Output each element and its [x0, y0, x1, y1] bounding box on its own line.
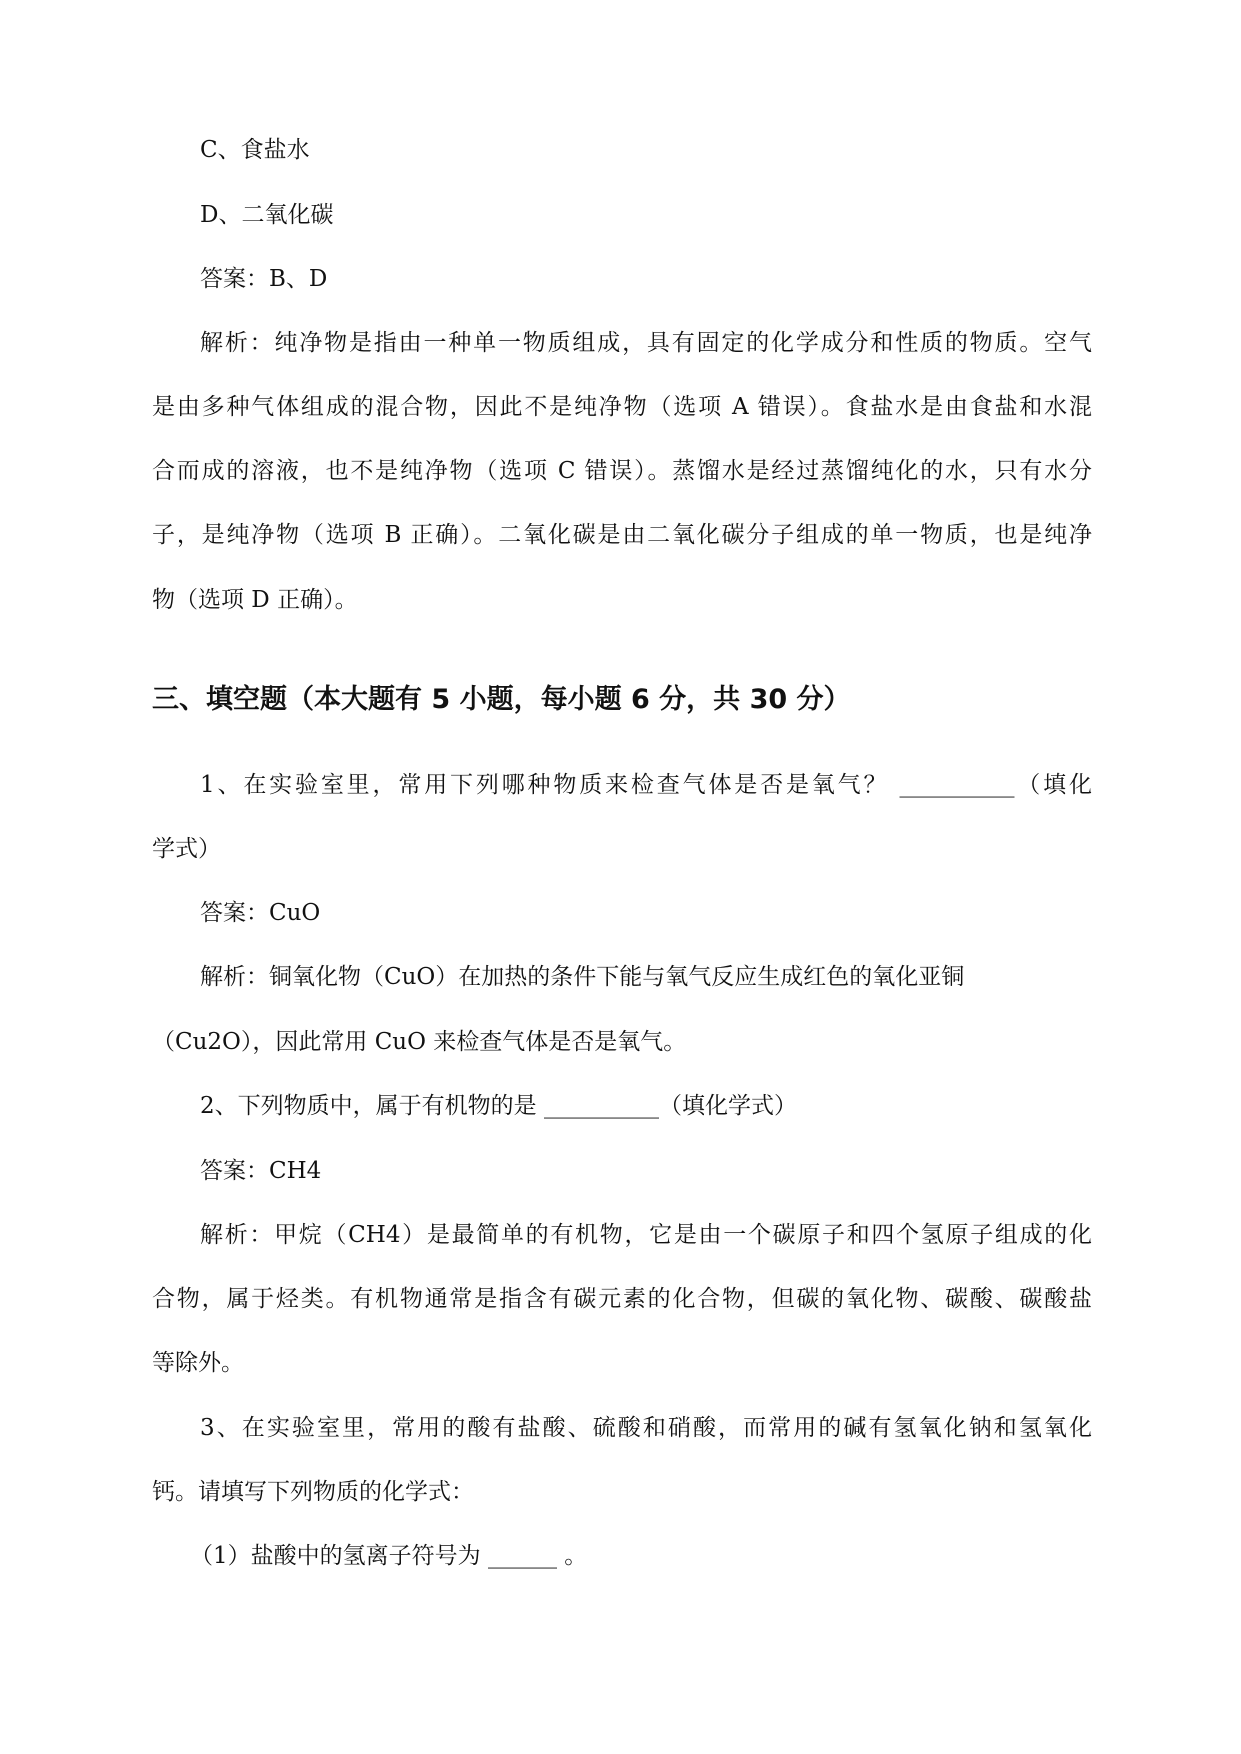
option-c: C、食盐水 — [200, 137, 310, 163]
question-2-line: 2、下列物质中，属于有机物的是 __________（填化学式） — [200, 1093, 797, 1119]
option-d: D、二氧化碳 — [200, 202, 334, 228]
analysis-line: （Cu2O），因此常用 CuO 来检查气体是否是氧气。 — [152, 1029, 687, 1055]
question-1-line: 学式） — [152, 836, 221, 862]
question-3-sub-1: （1）盐酸中的氢离子符号为 ______ 。 — [190, 1543, 588, 1569]
question-3-line: 3、在实验室里，常用的酸有盐酸、硫酸和硝酸，而常用的碱有氢氧化钠和氢氧化 — [200, 1415, 1092, 1441]
analysis-line: 子，是纯净物（选项 B 正确）。二氧化碳是由二氧化碳分子组成的单一物质，也是纯净 — [152, 522, 1092, 548]
question-1-line: 1、在实验室里，常用下列哪种物质来检查气体是否是氧气？ __________（填化 — [200, 772, 1092, 798]
analysis-line: 等除外。 — [152, 1350, 244, 1376]
analysis-line: 是由多种气体组成的混合物，因此不是纯净物（选项 A 错误）。食盐水是由食盐和水混 — [152, 394, 1092, 420]
analysis-line: 物（选项 D 正确）。 — [152, 587, 358, 613]
analysis-line: 解析：纯净物是指由一种单一物质组成，具有固定的化学成分和性质的物质。空气 — [200, 330, 1092, 356]
answer-text: 答案：CH4 — [200, 1158, 322, 1184]
answer-text: 答案：CuO — [200, 900, 321, 926]
question-3-line: 钙。请填写下列物质的化学式： — [152, 1479, 474, 1505]
analysis-line: 合物，属于烃类。有机物通常是指含有碳元素的化合物，但碳的氧化物、碳酸、碳酸盐 — [152, 1286, 1092, 1312]
answer-text: 答案：B、D — [200, 266, 328, 292]
analysis-line: 解析：铜氧化物（CuO）在加热的条件下能与氧气反应生成红色的氧化亚铜 — [200, 964, 965, 990]
analysis-line: 合而成的溶液，也不是纯净物（选项 C 错误）。蒸馏水是经过蒸馏纯化的水，只有水分 — [152, 458, 1092, 484]
section-heading: 三、填空题（本大题有 5 小题，每小题 6 分，共 30 分） — [152, 684, 851, 715]
analysis-line: 解析：甲烷（CH4）是最简单的有机物，它是由一个碳原子和四个氢原子组成的化 — [200, 1222, 1092, 1248]
